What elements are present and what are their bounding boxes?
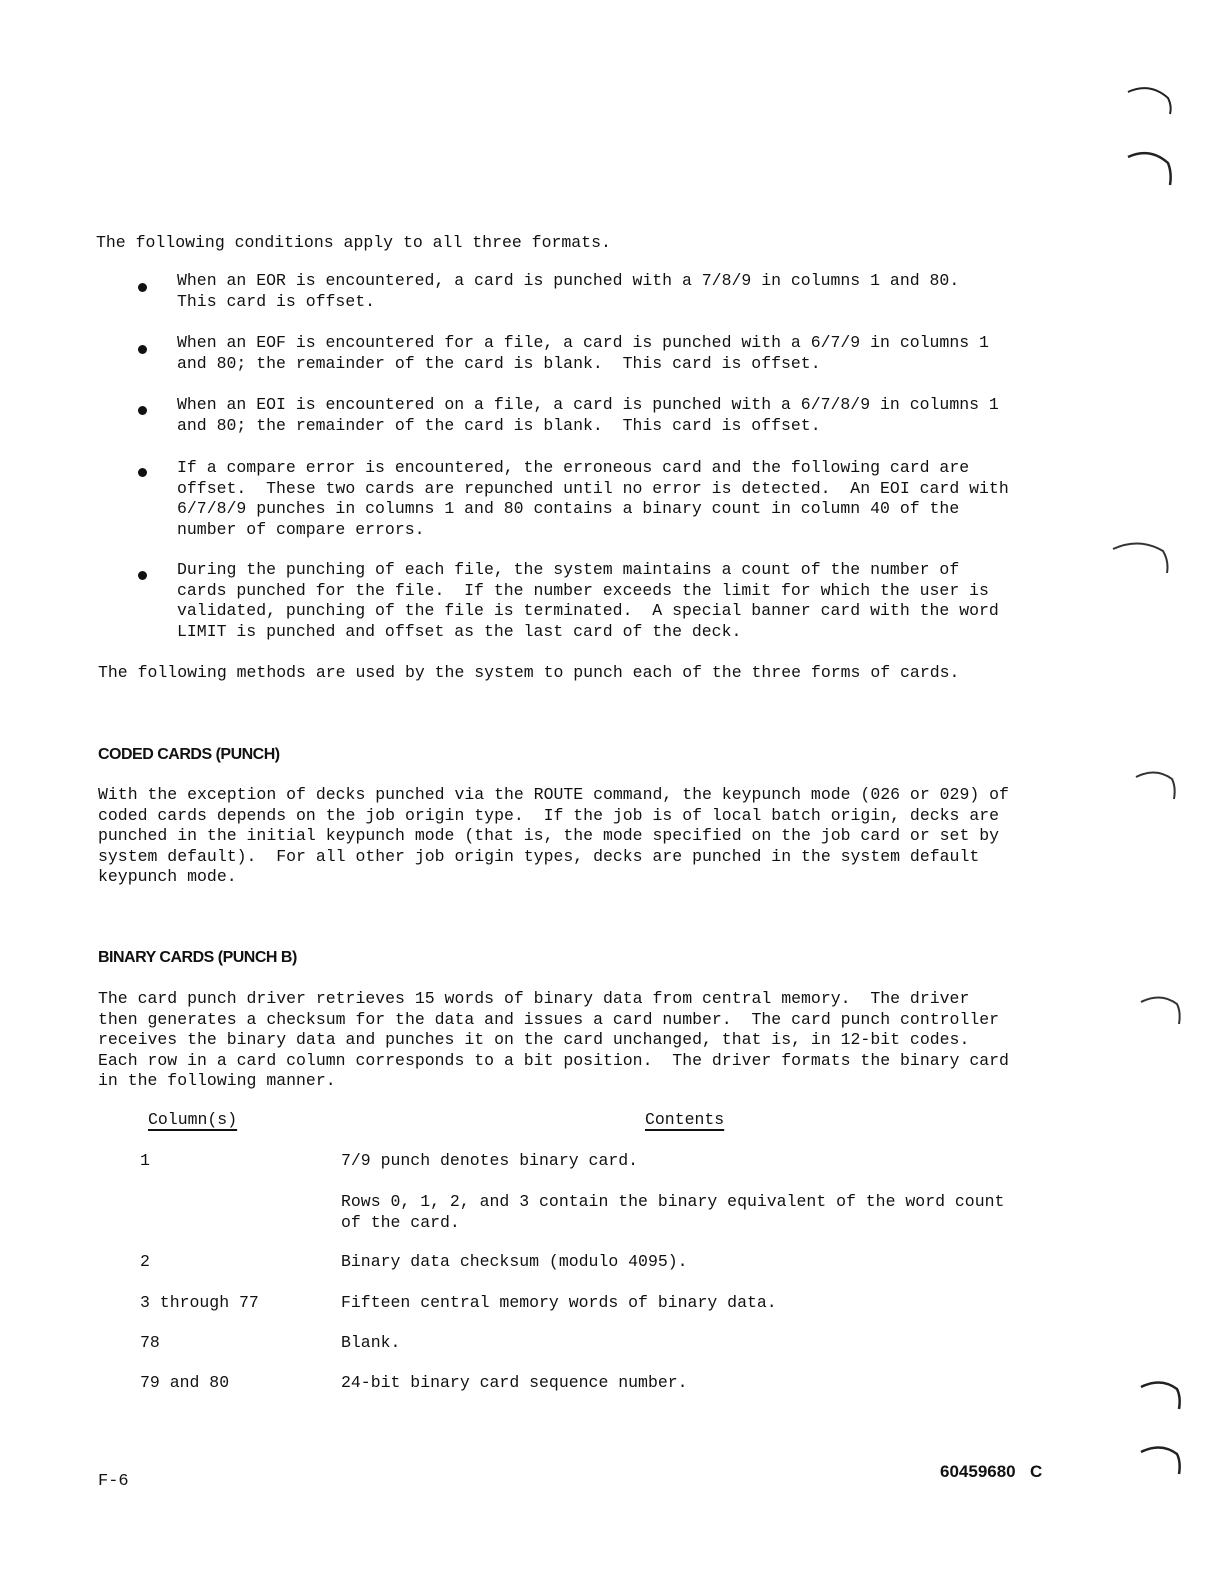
- contents-header: Contents: [645, 1110, 725, 1129]
- table-row-contents: 7/9 punch denotes binary card.: [341, 1151, 639, 1170]
- table-row-col: 79 and 80: [140, 1373, 230, 1392]
- table-row-contents: 24-bit binary card sequence number.: [341, 1373, 688, 1392]
- bullet-eof: When an EOF is encountered for a file, a card is punched with a 6/7/9 in columns 1 and 80; the remainder of the card is blank. This card is offset.: [177, 333, 989, 373]
- bullet-compare-error: If a compare error is encountered, the erroneous card and the following card are offset. These two cards are repunched until no error is detected. An EOI card with 6/7/8/9 punches in columns 1 and 80 contains a binary count in column 40 of the number of compare errors.: [177, 458, 1009, 539]
- coded-cards-paragraph: With the exception of decks punched via the ROUTE command, the keypunch mode (026 or 029) of coded cards depends on the job origin type. If the job is of local batch origin, decks are punched in the initial keypunch mode (that is, the mode specified on the job card or set by system default). For all other job origin types, decks are punched in the system default keypunch mode.: [98, 785, 1009, 886]
- table-row-contents: Fifteen central memory words of binary data.: [341, 1293, 777, 1312]
- binder-hole-mark: [1120, 145, 1180, 190]
- bullet-eoi: When an EOI is encountered on a file, a card is punched with a 6/7/8/9 in columns 1 and 80; the remainder of the card is blank. This card is offset.: [177, 395, 999, 435]
- bullet-dot: [138, 406, 147, 415]
- table-row-contents: Binary data checksum (modulo 4095).: [341, 1252, 688, 1271]
- methods-intro-paragraph: The following methods are used by the system to punch each of the three forms of cards.: [98, 663, 960, 682]
- bullet-dot: [138, 283, 147, 292]
- binary-cards-heading: BINARY CARDS (PUNCH B): [98, 949, 297, 966]
- column-header: Column(s): [148, 1110, 238, 1129]
- intro-paragraph: The following conditions apply to all three formats.: [96, 233, 611, 252]
- bullet-eor: When an EOR is encountered, a card is punched with a 7/8/9 in columns 1 and 80. This card is offset.: [177, 271, 960, 311]
- binary-cards-paragraph: The card punch driver retrieves 15 words of binary data from central memory. The driver then generates a checksum for the data and issues a card number. The card punch controller receives the binary data and punches it on the card unchanged, that is, in 12-bit codes. Each row in a card column corresponds to a bit position. The driver formats the binary card in the following manner.: [98, 989, 1009, 1090]
- coded-cards-heading: CODED CARDS (PUNCH): [98, 746, 280, 763]
- table-row-contents: Blank.: [341, 1333, 401, 1352]
- bullet-dot: [138, 468, 147, 477]
- table-row-col: 2: [140, 1252, 150, 1271]
- bullet-dot: [138, 345, 147, 354]
- table-row-contents: Rows 0, 1, 2, and 3 contain the binary equivalent of the word count of the card.: [341, 1192, 1005, 1232]
- binder-hole-mark: [1135, 1440, 1190, 1480]
- page-number: F-6: [98, 1472, 129, 1491]
- binder-hole-mark: [1135, 1375, 1190, 1415]
- binder-hole-mark: [1120, 80, 1180, 120]
- document-revision: C: [1030, 1462, 1043, 1481]
- binder-hole-mark: [1135, 990, 1190, 1030]
- document-number: 60459680: [940, 1462, 1016, 1481]
- table-row-col: 1: [140, 1151, 150, 1170]
- binder-hole-mark: [1105, 535, 1175, 580]
- bullet-limit: During the punching of each file, the system maintains a count of the number of cards punched for the file. If the number exceeds the limit for which the user is validated, punching of the file is terminated. A special banner card with the word LIMIT is punched and offset as the last card of the deck.: [177, 560, 999, 641]
- table-row-col: 78: [140, 1333, 160, 1352]
- bullet-dot: [138, 571, 147, 580]
- table-row-col: 3 through 77: [140, 1293, 259, 1312]
- binder-hole-mark: [1130, 765, 1185, 805]
